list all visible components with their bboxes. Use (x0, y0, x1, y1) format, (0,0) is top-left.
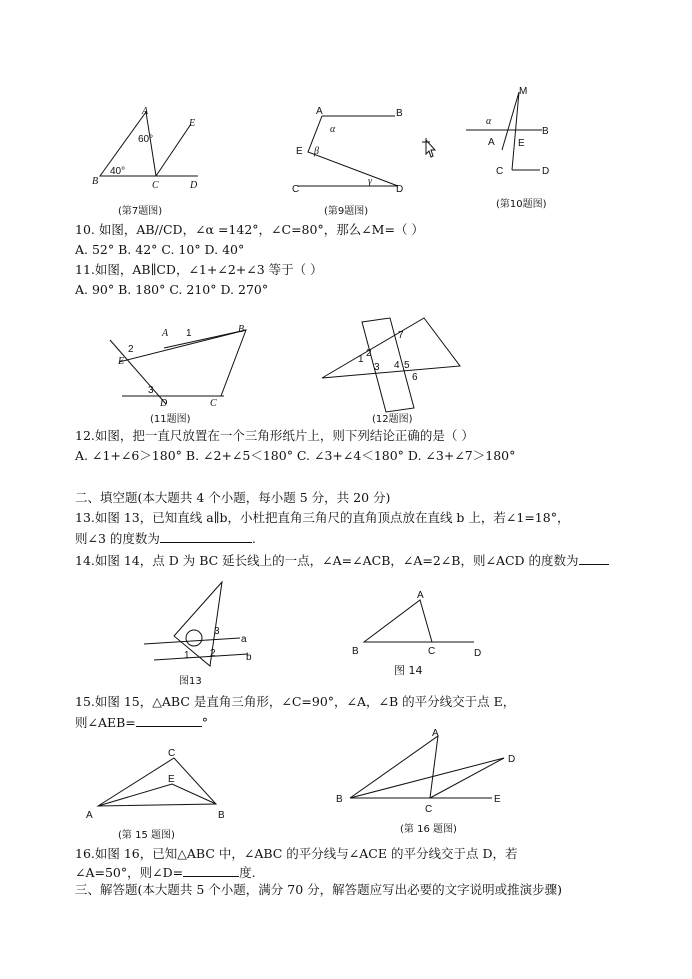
q15-answer-blank[interactable] (136, 714, 202, 727)
q16-unit: 度. (239, 865, 256, 880)
angle-60: 60° (138, 134, 154, 145)
q12-options: A. ∠1+∠6＞180° B. ∠2+∠5＜180° C. ∠3+∠4＜180° D. ∠3+∠7＞180° (75, 448, 516, 463)
angle-40: 40° (110, 166, 126, 177)
q13-text: 则∠3 的度数为 (75, 531, 160, 546)
label-c: C (425, 804, 433, 815)
label-e: E (189, 118, 196, 129)
line-e-d (110, 340, 166, 404)
angle-gamma: γ (368, 176, 372, 187)
angle-beta: β (314, 146, 319, 157)
q13-answer-blank[interactable] (160, 530, 252, 543)
angle-7: 7 (398, 330, 404, 341)
q16-line1: 16.如图 16，已知△ABC 中，∠ABC 的平分线与∠ACE 的平分线交于点 D，若 (75, 846, 518, 861)
label-d: D (508, 754, 516, 765)
label-c: C (210, 398, 217, 409)
angle-1: 1 (186, 328, 192, 339)
angle-3: 3 (148, 385, 154, 396)
q15-line2 (75, 714, 208, 731)
set-square-hole (186, 630, 202, 646)
figure-15 (84, 746, 234, 826)
figure-10 (464, 86, 564, 196)
q16-answer-blank[interactable] (183, 864, 239, 877)
section-2-heading: 二、填空题(本大题共 4 个小题，每小题 5 分，共 20 分) (75, 490, 391, 505)
triangle (322, 318, 460, 378)
figure-7 (88, 104, 208, 204)
q14-answer-blank[interactable] (579, 552, 609, 565)
figure-11 (104, 318, 264, 408)
label-c: C (168, 748, 176, 759)
label-d: D (474, 648, 482, 659)
label-a: A (86, 810, 93, 821)
label-b: B (218, 810, 225, 821)
q13-line2 (75, 530, 256, 547)
label-b: b (246, 652, 252, 663)
label-b: B (396, 108, 403, 119)
triangle-sides (350, 736, 438, 798)
angle-3: 3 (214, 626, 220, 637)
move-cursor-icon (420, 138, 440, 164)
line-bd (350, 758, 504, 798)
caption-fig16: (第 16 题图) (400, 824, 457, 835)
angle-3: 3 (374, 362, 380, 373)
label-d: D (542, 166, 550, 177)
q11-options: A. 90° B. 180° C. 210° D. 270° (75, 282, 269, 297)
label-b: B (352, 646, 359, 657)
angle-alpha: α (330, 124, 336, 135)
label-e: E (168, 774, 175, 785)
triangle-abc (98, 758, 216, 806)
q15-text: 则∠AEB= (75, 715, 136, 730)
line-ab-ext (164, 330, 246, 348)
q15-line1: 15.如图 15，△ABC 是直角三角形，∠C=90°，∠A，∠B 的平分线交于点 E， (75, 694, 516, 709)
angle-4: 4 (394, 360, 400, 371)
caption-fig10: (第10题图) (496, 199, 547, 210)
zigzag-aed (308, 116, 398, 186)
figure-9 (290, 104, 420, 204)
angle-5: 5 (404, 360, 410, 371)
label-c: C (292, 184, 300, 195)
label-b: B (336, 794, 343, 805)
q16-line2 (75, 864, 256, 881)
label-d: D (396, 184, 404, 195)
q15-degree: ° (201, 715, 209, 730)
section-3-heading: 三、解答题(本大题共 5 个小题，满分 70 分，解答题应写出必要的文字说明或推演步骤) (75, 882, 563, 897)
label-e: E (296, 146, 303, 157)
label-e: E (518, 138, 525, 149)
angle-2: 2 (210, 648, 216, 659)
angle-1: 1 (184, 650, 190, 661)
q10-stem: 10. 如图，AB//CD，∠α =142°，∠C=80°，那么∠M=（ ） (75, 222, 424, 237)
q13-period: . (251, 531, 256, 546)
figure-12 (318, 314, 478, 414)
label-d: D (160, 398, 168, 409)
caption-fig15: (第 15 题图) (118, 830, 175, 841)
q10-options: A. 52° B. 42° C. 10° D. 40° (75, 242, 245, 257)
q12-stem: 12.如图，把一直尺放置在一个三角形纸片上，则下列结论正确的是（ ） (75, 428, 474, 443)
label-c: C (428, 646, 436, 657)
q11-stem: 11.如图，AB∥CD，∠1+∠2+∠3 等于（ ） (75, 262, 323, 277)
angle-6: 6 (412, 372, 418, 383)
caption-fig11: (11题图) (150, 414, 191, 425)
label-m: M (519, 86, 528, 97)
label-b: B (92, 176, 99, 187)
label-a: A (162, 328, 169, 339)
line-cd (430, 758, 504, 798)
label-b: B (542, 126, 549, 137)
label-a: A (316, 106, 323, 117)
label-c: C (496, 166, 504, 177)
label-d: D (190, 180, 198, 191)
figure-14 (350, 586, 490, 662)
q16-text: ∠A=50°，则∠D= (75, 865, 184, 880)
line-ce (156, 124, 191, 176)
angle-2: 2 (366, 348, 372, 359)
q14-stem (75, 552, 609, 569)
label-c: C (152, 180, 159, 191)
label-b: B (238, 324, 245, 335)
label-a: A (417, 590, 424, 601)
label-a: A (142, 106, 149, 117)
caption-fig13: 图13 (179, 676, 202, 687)
line-a (144, 638, 240, 644)
angle-2: 2 (128, 344, 134, 355)
label-a: A (432, 728, 439, 739)
figure-13 (140, 578, 260, 678)
label-e: E (118, 356, 125, 367)
figure-16 (334, 726, 534, 816)
caption-fig7: (第7题图) (118, 206, 163, 217)
angle-1: 1 (358, 354, 364, 365)
caption-fig12: (12题图) (372, 414, 413, 425)
q13-line1: 13.如图 13，已知直线 a∥b，小杜把直角三角尺的直角顶点放在直线 b 上，若∠1=18°， (75, 510, 570, 525)
caption-fig9: (第9题图) (324, 206, 369, 217)
label-a: A (488, 137, 495, 148)
label-e: E (494, 794, 501, 805)
triangle-abc (364, 600, 432, 642)
line-m-e-c (502, 92, 519, 170)
quadrilateral (119, 330, 246, 396)
q14-text: 14.如图 14，点 D 为 BC 延长线上的一点，∠A=∠ACB，∠A=2∠B，则∠ACD 的度数为 (75, 553, 579, 568)
caption-fig14: 图 14 (394, 664, 423, 677)
angle-alpha: α (486, 116, 492, 127)
label-a: a (241, 634, 247, 645)
